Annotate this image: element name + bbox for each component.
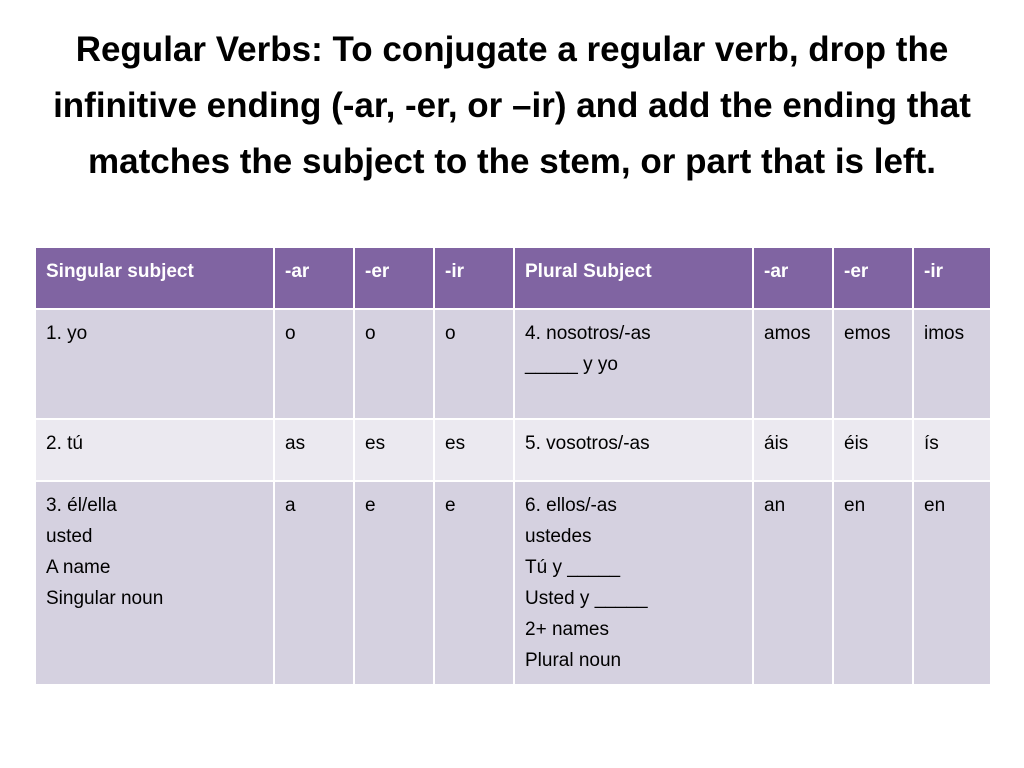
cell-line: 4. nosotros/-as bbox=[525, 323, 651, 344]
cell-line: Plural noun bbox=[525, 650, 622, 671]
table-cell bbox=[274, 309, 354, 419]
table-cell bbox=[35, 481, 274, 685]
table-cell bbox=[434, 419, 514, 481]
title-rest: : To conjugate a regular verb, drop the infinitive ending (-ar, -er, or –ir) and add the ending that matches the subject to the stem, or part that is left. bbox=[53, 30, 971, 181]
cell-line: an bbox=[764, 495, 786, 516]
cell-line: en bbox=[924, 495, 946, 516]
slide-title bbox=[40, 22, 984, 190]
cell-line: o bbox=[445, 323, 456, 344]
table-header-row bbox=[35, 247, 991, 309]
cell-line: 6. ellos/-as bbox=[525, 495, 617, 516]
cell-line: 2. tú bbox=[46, 433, 83, 454]
cell-line: 1. yo bbox=[46, 323, 88, 344]
cell-line: Tú y _____ bbox=[525, 557, 621, 578]
table-cell bbox=[434, 309, 514, 419]
table-cell bbox=[35, 419, 274, 481]
table-cell bbox=[35, 309, 274, 419]
cell-line: éis bbox=[844, 433, 869, 454]
table-cell bbox=[274, 481, 354, 685]
table-cell bbox=[753, 481, 833, 685]
cell-line: 5. vosotros/-as bbox=[525, 433, 650, 454]
conjugation-table bbox=[34, 246, 992, 686]
cell-line: a bbox=[285, 495, 296, 516]
cell-line: áis bbox=[764, 433, 789, 454]
table-row bbox=[35, 419, 991, 481]
table-cell bbox=[753, 309, 833, 419]
table-cell bbox=[274, 419, 354, 481]
table-row bbox=[35, 309, 991, 419]
cell-line: e bbox=[365, 495, 376, 516]
cell-line: e bbox=[445, 495, 456, 516]
cell-line: amos bbox=[764, 323, 811, 344]
cell-line: emos bbox=[844, 323, 891, 344]
header-singular-ar: -ar bbox=[274, 247, 354, 309]
cell-line: o bbox=[365, 323, 376, 344]
table-cell bbox=[913, 481, 991, 685]
table-cell bbox=[354, 309, 434, 419]
title-bold: Regular Verbs bbox=[75, 30, 312, 69]
header-singular-ir: -ir bbox=[434, 247, 514, 309]
header-plural-ar: -ar bbox=[753, 247, 833, 309]
cell-line: 2+ names bbox=[525, 619, 609, 640]
cell-line: ustedes bbox=[525, 526, 592, 547]
table-row bbox=[35, 481, 991, 685]
cell-line: 3. él/ella bbox=[46, 495, 117, 516]
cell-line: es bbox=[445, 433, 466, 454]
table-cell bbox=[514, 309, 753, 419]
cell-line: as bbox=[285, 433, 306, 454]
cell-line: Usted y _____ bbox=[525, 588, 648, 609]
table-cell bbox=[833, 419, 913, 481]
cell-line: usted bbox=[46, 526, 93, 547]
cell-line: ís bbox=[924, 433, 939, 454]
cell-line: A name bbox=[46, 557, 111, 578]
header-plural-ir: -ir bbox=[913, 247, 991, 309]
table-cell bbox=[753, 419, 833, 481]
header-plural-subject: Plural Subject bbox=[514, 247, 753, 309]
cell-line: en bbox=[844, 495, 866, 516]
header-plural-er: -er bbox=[833, 247, 913, 309]
cell-line: imos bbox=[924, 323, 965, 344]
header-singular-er: -er bbox=[354, 247, 434, 309]
table-cell bbox=[514, 419, 753, 481]
table-cell bbox=[833, 309, 913, 419]
table-cell bbox=[913, 419, 991, 481]
cell-line: _____ y yo bbox=[525, 354, 618, 375]
table-cell bbox=[833, 481, 913, 685]
cell-line: o bbox=[285, 323, 296, 344]
cell-line: es bbox=[365, 433, 386, 454]
table-cell bbox=[514, 481, 753, 685]
table-cell bbox=[354, 481, 434, 685]
conjugation-table-container bbox=[34, 246, 990, 686]
table-cell bbox=[913, 309, 991, 419]
table-cell bbox=[434, 481, 514, 685]
table-cell bbox=[354, 419, 434, 481]
cell-line: Singular noun bbox=[46, 588, 164, 609]
header-singular-subject: Singular subject bbox=[35, 247, 274, 309]
